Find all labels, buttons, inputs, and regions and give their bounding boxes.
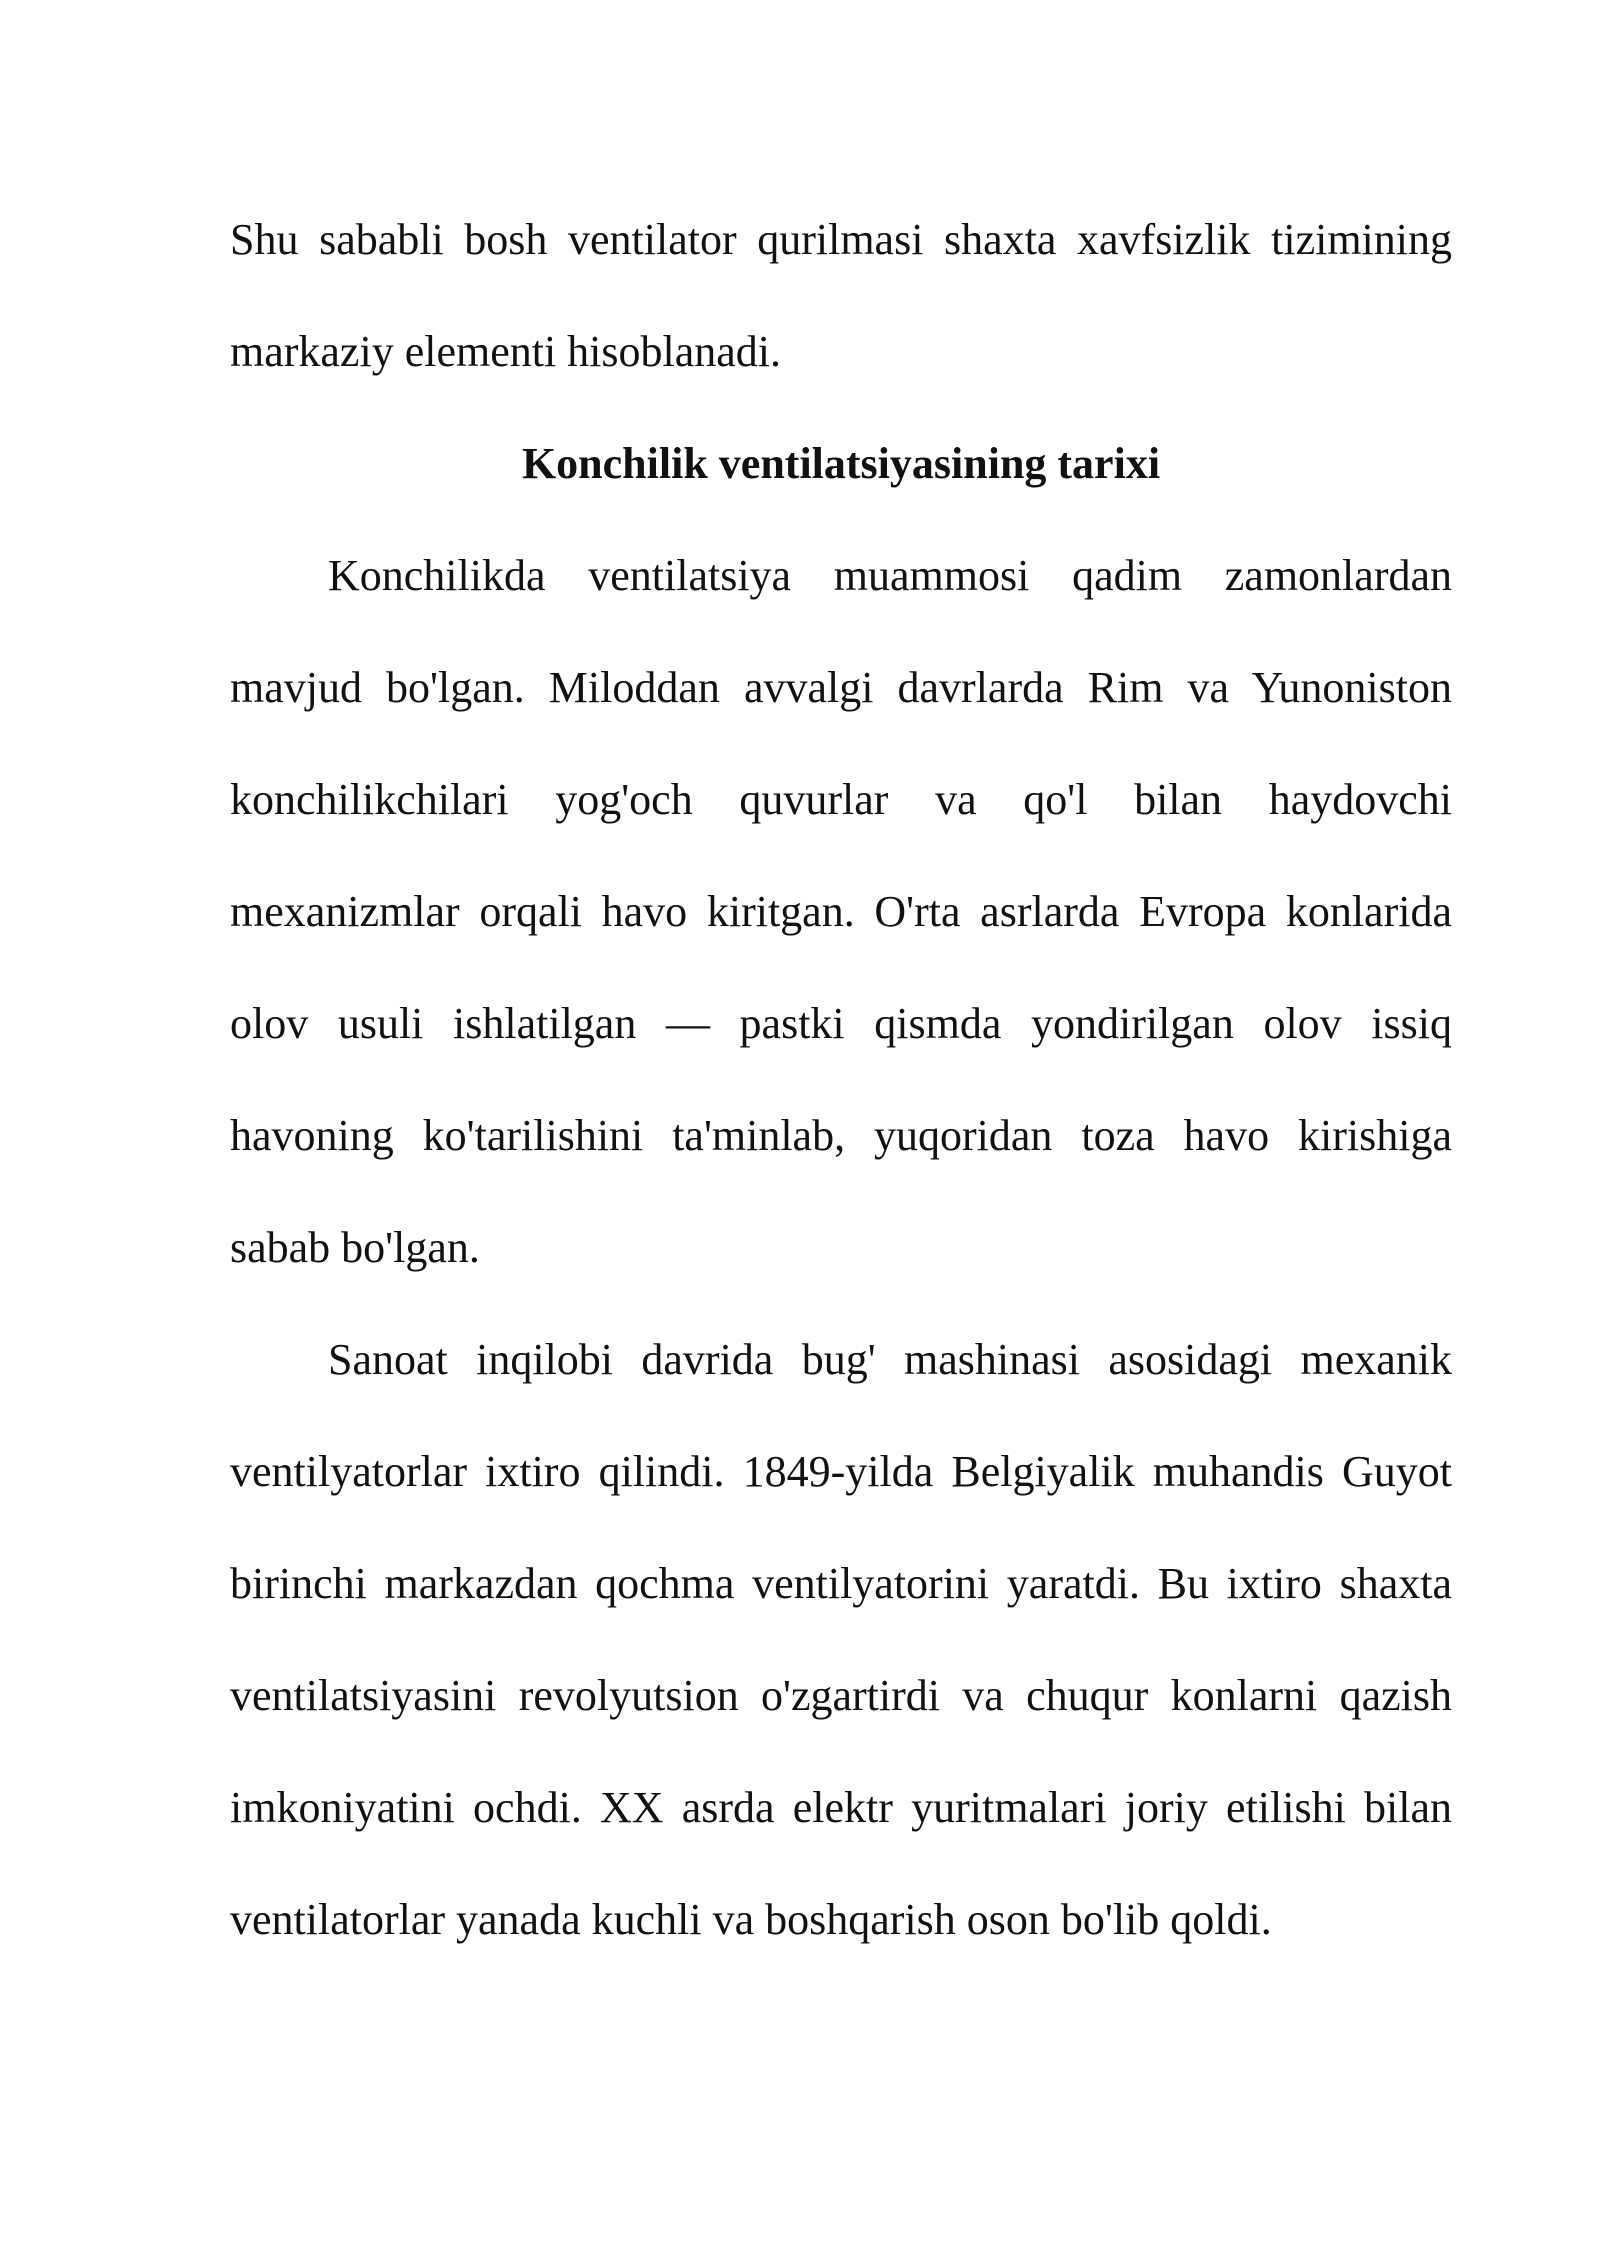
body-paragraph-industrial-ventilation: Sanoat inqilobi davrida bug' mashinasi asosidagi mexanik ventilyatorlar ixtiro qilindi. 1849-yilda Belgiyalik muhandis Guyot birinchi markazdan qochma ventilyatorini yaratdi. Bu ixtiro shaxta ventilatsiyasini revolyutsion o'zgartirdi va chuqur konlarni qazish imkoniyatini ochdi. XX asrda elektr yuritmalari joriy etilishi bilan ventilatorlar yanada kuchli va boshqarish oson bo'lib qoldi. <box>230 1335 1452 1944</box>
section-heading: Konchilik ventilatsiyasining tarixi <box>521 439 1161 488</box>
body-paragraph-ancient-ventilation: Konchilikda ventilatsiya muammosi qadim zamonlardan mavjud bo'lgan. Miloddan avvalgi davrlarda Rim va Yunoniston konchilikchilari yog'och quvurlar va qo'l bilan haydovchi mexanizmlar orqali havo kiritgan. O'rta asrlarda Evropa konlarida olov usuli ishlatilgan — pastki qismda yondirilgan olov issiq havoning ko'tarilishini ta'minlab, yuqoridan toza havo kirishiga sabab bo'lgan. <box>230 551 1452 1272</box>
opening-paragraph: Shu sababli bosh ventilator qurilmasi shaxta xavfsizlik tizimining markaziy elementi hisoblanadi. <box>230 215 1452 376</box>
document-body <box>230 184 1452 1976</box>
